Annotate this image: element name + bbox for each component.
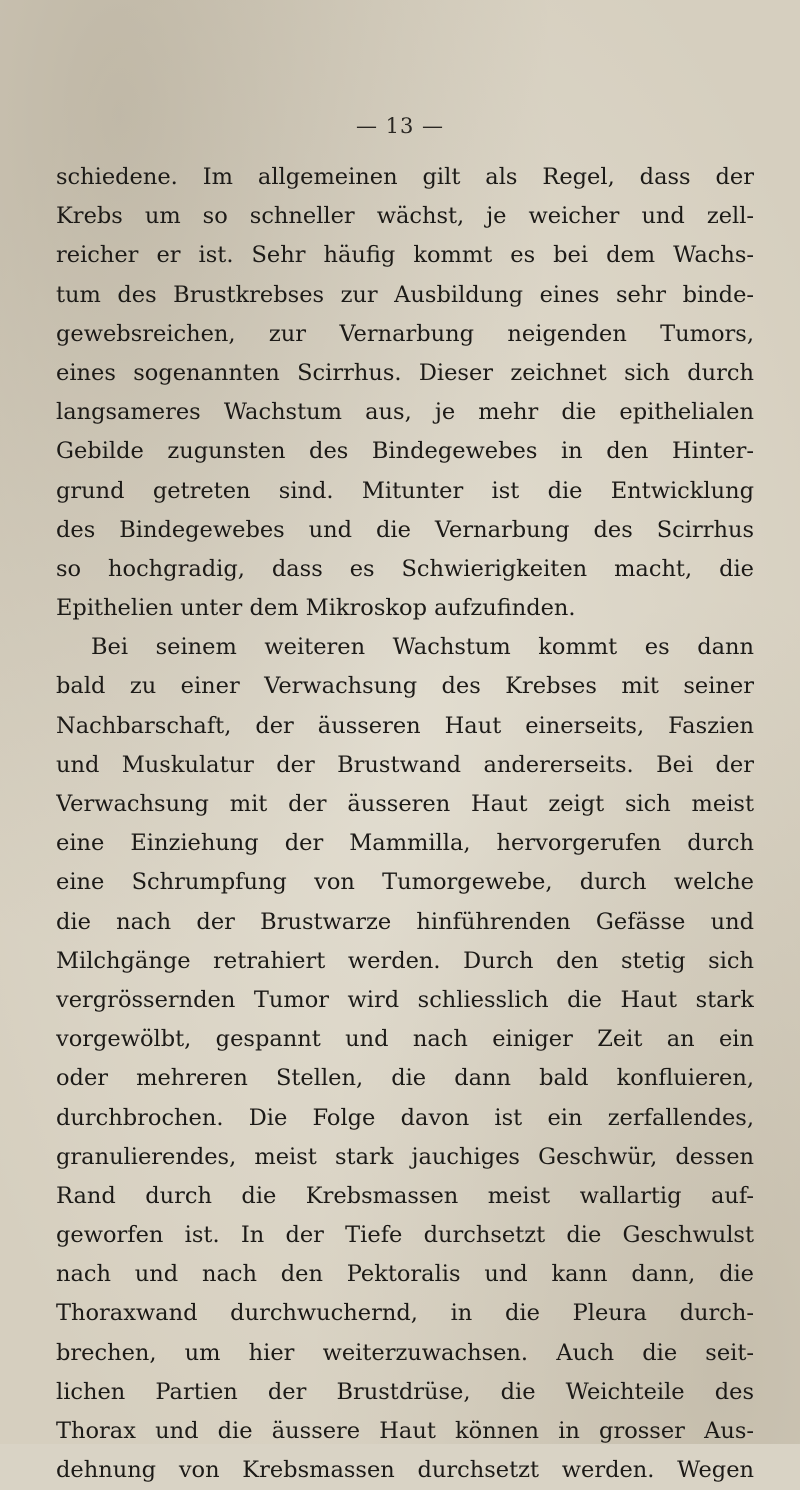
text-line: vergrössernden Tumor wird schliesslich die Haut stark [56, 986, 754, 1013]
text-line: Nachbarschaft, der äusseren Haut einerseits, Faszien [56, 712, 754, 739]
text-line: granulierendes, meist stark jauchiges Geschwür, dessen [56, 1143, 754, 1170]
text-line: grund getreten sind. Mitunter ist die Entwicklung [56, 477, 754, 504]
text-line: langsameres Wachstum aus, je mehr die epithelialen [56, 399, 754, 426]
text-line: Epithelien unter dem Mikroskop aufzufinden. [56, 595, 576, 622]
text-line: nach und nach den Pektoralis und kann dann, die [56, 1261, 754, 1288]
text-line: geworfen ist. In der Tiefe durchsetzt die Geschwulst [56, 1222, 754, 1249]
text-line: durchbrochen. Die Folge davon ist ein zerfallendes, [56, 1104, 754, 1131]
text-line: und Muskulatur der Brustwand andererseits. Bei der [56, 751, 754, 778]
text-line: des Bindegewebes und die Vernarbung des Scirrhus [56, 516, 754, 543]
text-line: so hochgradig, dass es Schwierigkeiten macht, die [56, 555, 754, 582]
text-line: Gebilde zugunsten des Bindegewebes in den Hinter- [56, 438, 754, 465]
text-line: oder mehreren Stellen, die dann bald konfluieren, [56, 1065, 754, 1092]
text-line: bald zu einer Verwachsung des Krebses mit seiner [56, 673, 754, 700]
text-line: Rand durch die Krebsmassen meist wallartig auf- [56, 1182, 754, 1209]
text-line: Milchgänge retrahiert werden. Durch den stetig sich [56, 947, 754, 974]
text-line: Verwachsung mit der äusseren Haut zeigt sich meist [56, 791, 754, 817]
text-line: Bei seinem weiteren Wachstum kommt es dann [91, 634, 754, 661]
text-line: tum des Brustkrebses zur Ausbildung eines sehr binde- [56, 281, 754, 308]
text-line: reicher er ist. Sehr häufig kommt es bei dem Wachs- [56, 242, 754, 269]
text-line: Krebs um so schneller wächst, je weicher und zell- [56, 203, 754, 230]
text-line: schiedene. Im allgemeinen gilt als Regel, dass der [56, 164, 754, 190]
body-text [56, 158, 754, 1490]
text-line: vorgewölbt, gespannt und nach einiger Zeit an ein [56, 1026, 754, 1053]
text-line: dehnung von Krebsmassen durchsetzt werden. Wegen [56, 1457, 754, 1484]
text-line: die nach der Brustwarze hinführenden Gefässe und [56, 908, 754, 935]
text-line: Thorax und die äussere Haut können in grosser Aus- [56, 1418, 754, 1444]
text-line: eine Einziehung der Mammilla, hervorgerufen durch [56, 830, 754, 857]
text-line: eines sogenannten Scirrhus. Dieser zeichnet sich durch [56, 359, 754, 386]
text-line: brechen, um hier weiterzuwachsen. Auch die seit- [56, 1339, 754, 1366]
text-line: lichen Partien der Brustdrüse, die Weichteile des [56, 1378, 754, 1405]
text-line: Thoraxwand durchwuchernd, in die Pleura durch- [56, 1300, 754, 1327]
page-number: — 13 — [355, 114, 445, 138]
text-line: eine Schrumpfung von Tumorgewebe, durch welche [56, 869, 754, 896]
text-line: gewebsreichen, zur Vernarbung neigenden Tumors, [56, 320, 754, 347]
